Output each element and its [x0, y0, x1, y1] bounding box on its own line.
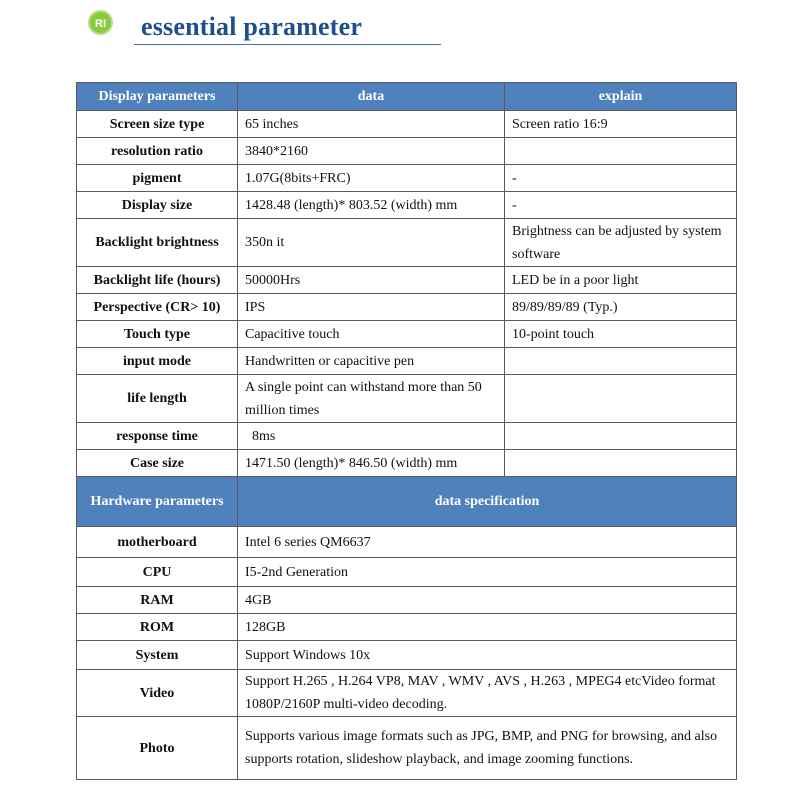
- hardware-value: Intel 6 series QM6637: [238, 527, 737, 558]
- parameter-explain: [505, 423, 737, 450]
- page-header: [84, 8, 441, 46]
- hardware-column-header: data specification: [238, 477, 737, 527]
- parameter-explain: LED be in a poor light: [505, 267, 737, 294]
- table-row: [77, 267, 737, 294]
- page-title: essential parameter: [141, 12, 363, 41]
- parameter-name: input mode: [77, 348, 238, 375]
- hardware-name: CPU: [77, 558, 238, 587]
- hardware-name: Photo: [77, 717, 238, 780]
- table-row: [77, 558, 737, 587]
- hardware-value: Support Windows 10x: [238, 641, 737, 670]
- hardware-name: ROM: [77, 614, 238, 641]
- parameter-explain: Brightness can be adjusted by system software: [505, 219, 737, 267]
- hardware-value: I5-2nd Generation: [238, 558, 737, 587]
- parameter-explain: 10-point touch: [505, 321, 737, 348]
- table-row: [77, 450, 737, 477]
- table-row: [77, 614, 737, 641]
- parameter-value: 1428.48 (length)* 803.52 (width) mm: [238, 192, 505, 219]
- parameter-explain: [505, 450, 737, 477]
- hardware-name: motherboard: [77, 527, 238, 558]
- parameter-table: [76, 82, 737, 780]
- parameter-explain: [505, 348, 737, 375]
- table-row: [77, 527, 737, 558]
- table-row: [77, 423, 737, 450]
- parameter-name: pigment: [77, 165, 238, 192]
- parameter-value: 350n it: [238, 219, 505, 267]
- table-row: [77, 670, 737, 717]
- title-underline: [134, 44, 441, 45]
- table-row: [77, 165, 737, 192]
- parameter-name: Backlight brightness: [77, 219, 238, 267]
- table-row: [77, 641, 737, 670]
- parameter-table-body: [77, 83, 737, 780]
- parameter-explain: [505, 375, 737, 423]
- parameter-explain: [505, 138, 737, 165]
- table-row: [77, 717, 737, 780]
- parameter-name: Display size: [77, 192, 238, 219]
- hardware-value: Support H.265 , H.264 VP8, MAV , WMV , AVS , H.263 , MPEG4 etcVideo format 1080P/2160P multi-video decoding.: [238, 670, 737, 717]
- parameter-value: A single point can withstand more than 50 million times: [238, 375, 505, 423]
- parameter-value: IPS: [238, 294, 505, 321]
- parameter-explain: 89/89/89/89 (Typ.): [505, 294, 737, 321]
- parameter-name: Touch type: [77, 321, 238, 348]
- hardware-header-row: [77, 477, 737, 527]
- parameter-name: Perspective (CR> 10): [77, 294, 238, 321]
- parameter-value: 3840*2160: [238, 138, 505, 165]
- parameter-value: Capacitive touch: [238, 321, 505, 348]
- display-column-header: explain: [505, 83, 737, 111]
- display-column-header: Display parameters: [77, 83, 238, 111]
- hardware-name: System: [77, 641, 238, 670]
- parameter-value: 1.07G(8bits+FRC): [238, 165, 505, 192]
- parameter-explain: Screen ratio 16:9: [505, 111, 737, 138]
- parameter-value: 50000Hrs: [238, 267, 505, 294]
- parameter-explain: -: [505, 192, 737, 219]
- table-row: [77, 192, 737, 219]
- parameter-value: 65 inches: [238, 111, 505, 138]
- table-row: [77, 111, 737, 138]
- table-row: [77, 321, 737, 348]
- table-row: [77, 587, 737, 614]
- parameter-name: Case size: [77, 450, 238, 477]
- hardware-value: 128GB: [238, 614, 737, 641]
- hardware-value: Supports various image formats such as JPG, BMP, and PNG for browsing, and also supports rotation, slideshow playback, and image zooming functions.: [238, 717, 737, 780]
- parameter-value: Handwritten or capacitive pen: [238, 348, 505, 375]
- hardware-column-header: Hardware parameters: [77, 477, 238, 527]
- hardware-name: RAM: [77, 587, 238, 614]
- parameter-name: response time: [77, 423, 238, 450]
- display-column-header: data: [238, 83, 505, 111]
- table-row: [77, 375, 737, 423]
- parameter-name: resolution ratio: [77, 138, 238, 165]
- brand-logo-icon: RI: [88, 10, 113, 35]
- table-row: [77, 138, 737, 165]
- parameter-name: life length: [77, 375, 238, 423]
- table-row: [77, 348, 737, 375]
- parameter-explain: -: [505, 165, 737, 192]
- table-row: [77, 294, 737, 321]
- hardware-name: Video: [77, 670, 238, 717]
- parameter-value: 8ms: [238, 423, 505, 450]
- parameter-name: Backlight life (hours): [77, 267, 238, 294]
- hardware-value: 4GB: [238, 587, 737, 614]
- table-row: [77, 219, 737, 267]
- parameter-value: 1471.50 (length)* 846.50 (width) mm: [238, 450, 505, 477]
- parameter-name: Screen size type: [77, 111, 238, 138]
- display-header-row: [77, 83, 737, 111]
